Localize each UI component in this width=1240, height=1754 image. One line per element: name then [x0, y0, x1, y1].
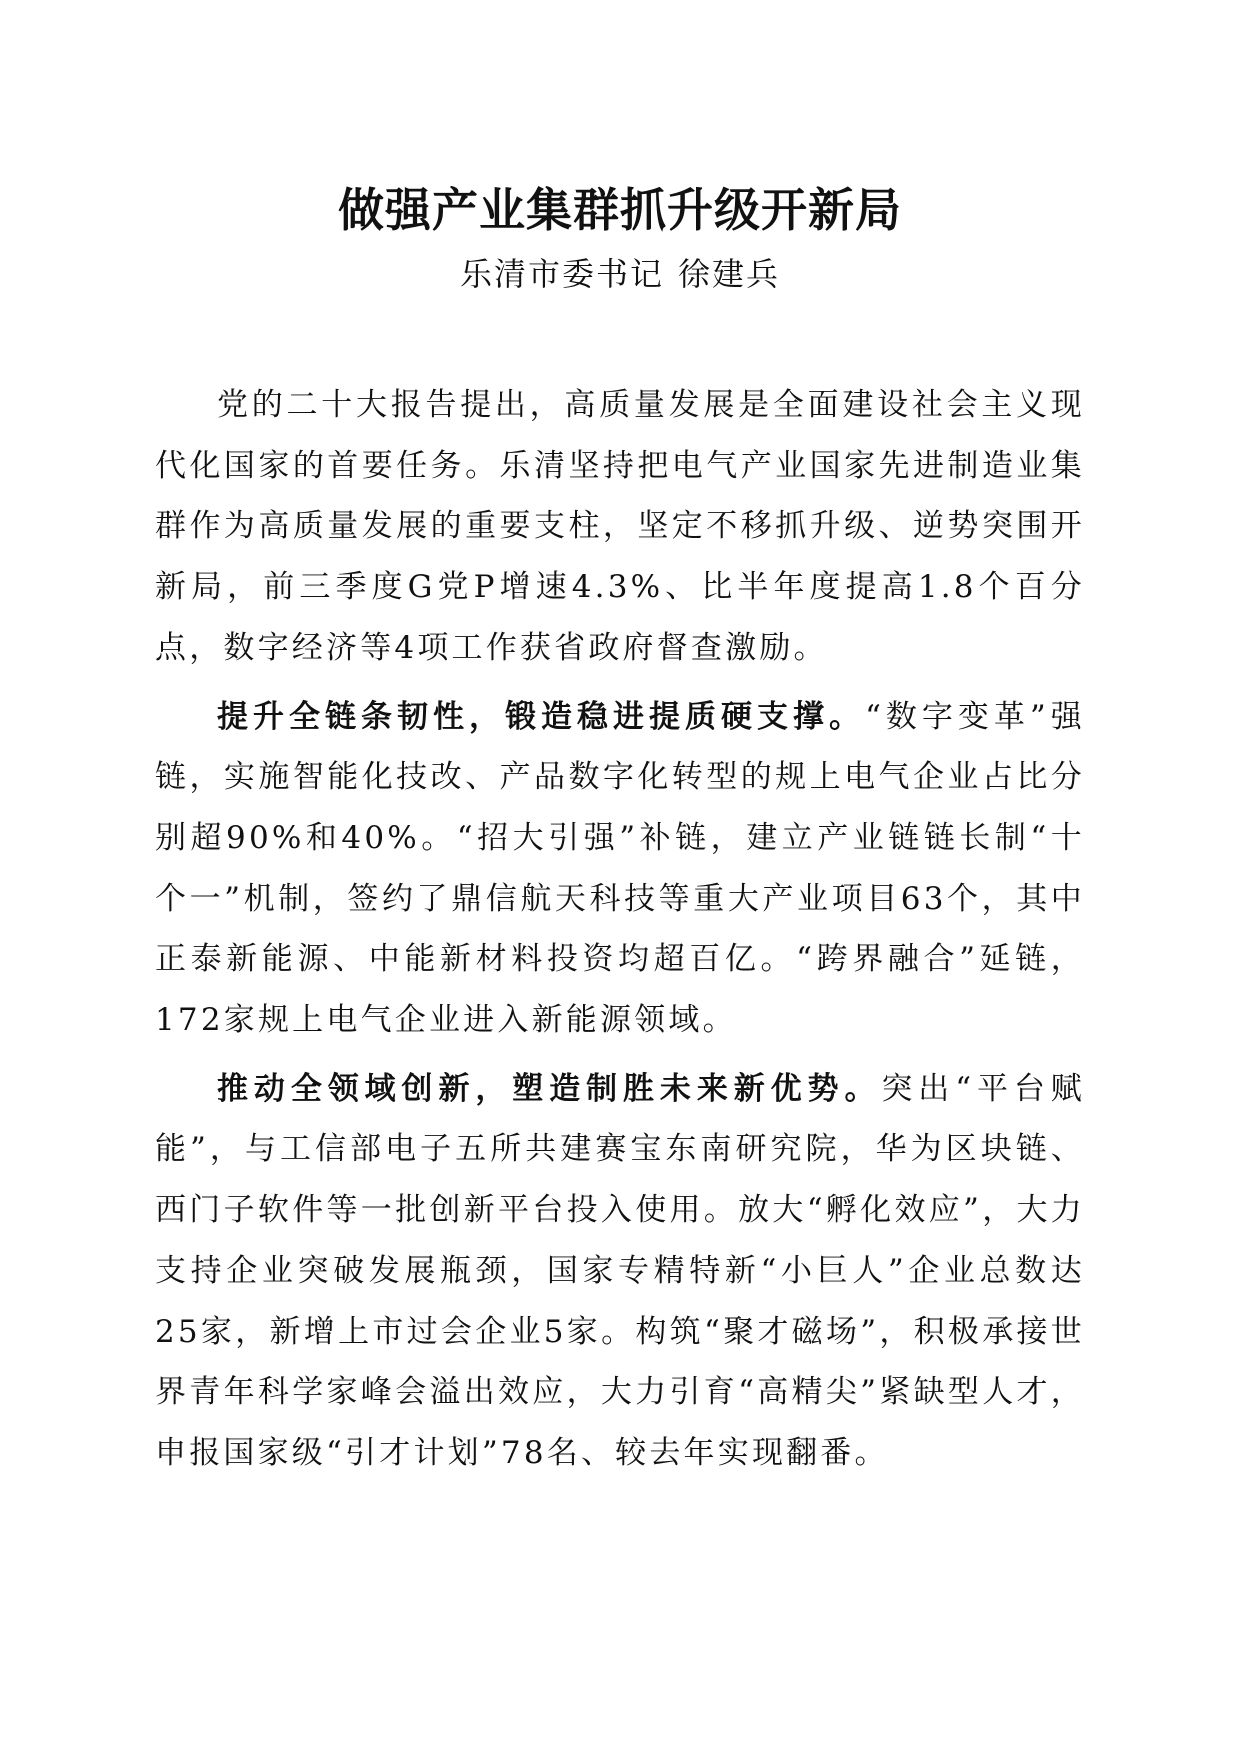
paragraph-text: 党的二十大报告提出，高质量发展是全面建设社会主义现代化国家的首要任务。乐清坚持把电气产业国家先进制造业集群作为高质量发展的重要支柱，坚定不移抓升级、逆势突围开新局，前三季度G党P增速4.3%、比半年度提高1.8个百分点，数字经济等4项工作获省政府督查激励。 [155, 387, 1085, 666]
paragraph-text: 突出“平台赋能”，与工信部电子五所共建赛宝东南研究院，华为区块链、西门子软件等一批创新平台投入使用。放大“孵化效应”，大力支持企业突破发展瓶颈，国家专精特新“小巨人”企业总数达25家，新增上市过会企业5家。构筑“聚才磁场”，积极承接世界青年科学家峰会溢出效应，大力引育“高精尖”紧缺型人才，申报国家级“引才计划”78名、较去年实现翻番。 [155, 1070, 1085, 1471]
author-name: 徐建兵 [678, 255, 781, 293]
document-title: 做强产业集群抓升级开新局 [338, 183, 902, 237]
author-position: 乐清市委书记 [459, 255, 664, 293]
paragraph-lead: 推动全领域创新，塑造制胜未来新优势。 [217, 1070, 882, 1107]
paragraph-innovation [155, 1059, 1085, 1484]
paragraph-text: “数字变革”强链，实施智能化技改、产品数字化转型的规上电气企业占比分别超90%和40%。“招大引强”补链，建立产业链链长制“十个一”机制，签约了鼎信航天科技等重大产业项目63个，其中正泰新能源、中能新材料投资均超百亿。“跨界融合”延链，172家规上电气企业进入新能源领域。 [155, 698, 1085, 1039]
author-byline [0, 252, 1240, 296]
paragraph-lead: 提升全链条韧性，锻造稳进提质硬支撑。 [217, 698, 866, 735]
paragraph-intro [155, 375, 1085, 679]
document-body [155, 375, 1085, 1484]
paragraph-industry-chain [155, 687, 1085, 1051]
